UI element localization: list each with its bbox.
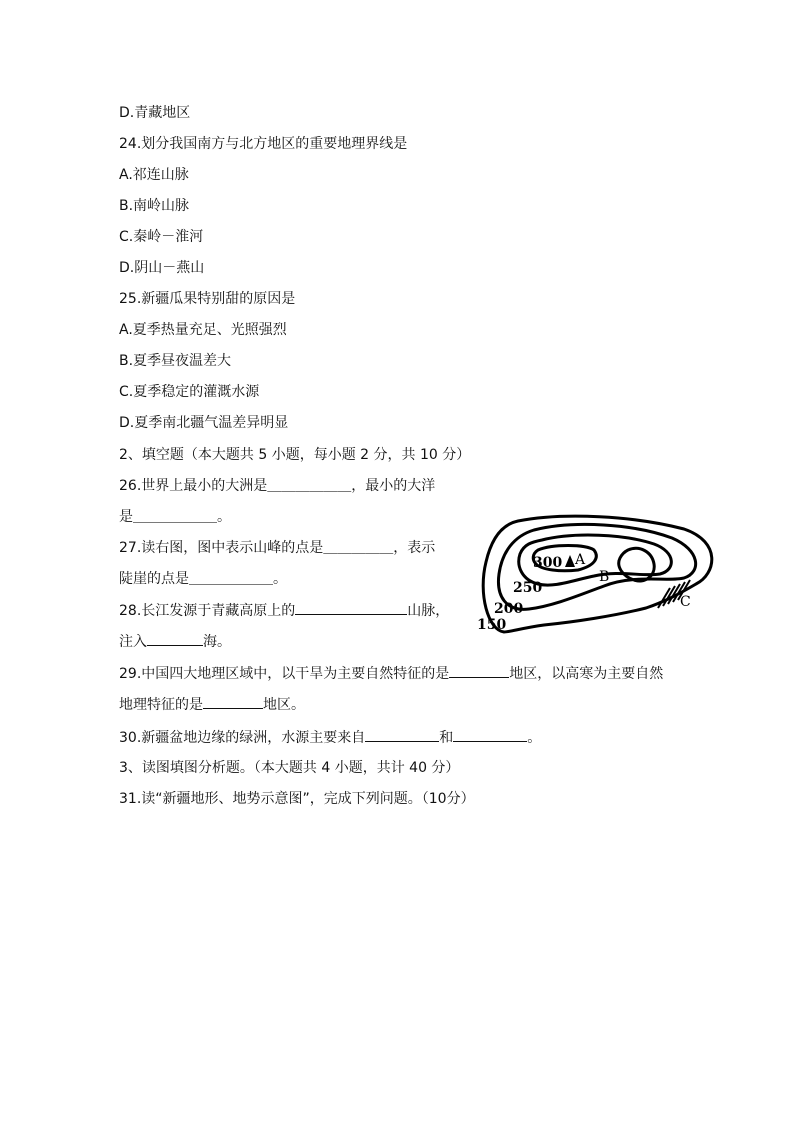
q23-option-d: D.青藏地区 (119, 105, 191, 121)
q29-text-3: 地理特征的是 (119, 697, 203, 713)
point-label-b: B (599, 569, 610, 585)
q31-stem: 31.读“新疆地形、地势示意图”，完成下列问题。（10分） (119, 791, 475, 807)
point-label-a: A (575, 552, 586, 568)
contour-line-200 (498, 524, 695, 609)
q28-line1 (119, 600, 449, 621)
contour-label-300: 300 (533, 555, 563, 571)
q29-line1 (119, 663, 663, 684)
q29-blank-arid[interactable] (449, 663, 509, 678)
q28-text-1: 28.长江发源于青藏高原上的 (119, 603, 296, 619)
q25-option-d: D.夏季南北疆气温差异明显 (119, 415, 289, 431)
q25-option-a: A.夏季热量充足、光照强烈 (119, 322, 287, 338)
q30-text-3: 。 (527, 730, 542, 746)
point-label-c: C (680, 594, 691, 610)
q26-line1: 26.世界上最小的大洲是＿＿＿＿＿＿，最小的大洋 (119, 478, 436, 494)
q29-line2 (119, 694, 305, 715)
q28-blank-mountain[interactable] (295, 600, 407, 615)
q28-line2 (119, 631, 231, 652)
q26-line2: 是＿＿＿＿＿＿。 (119, 509, 231, 525)
q30-blank-source-2[interactable] (453, 727, 527, 742)
q28-text-3: 注入 (119, 634, 147, 650)
q24-option-c: C.秦岭－淮河 (119, 229, 204, 245)
q27-line2: 陡崖的点是＿＿＿＿＿＿。 (119, 571, 287, 587)
q30-blank-source-1[interactable] (365, 727, 439, 742)
q24-stem: 24.划分我国南方与北方地区的重要地理界线是 (119, 136, 408, 152)
q28-text-2: 山脉， (407, 603, 450, 619)
q30-line1 (119, 727, 541, 748)
q27-line1: 27.读右图，图中表示山峰的点是＿＿＿＿＿，表示 (119, 540, 436, 556)
q24-option-b: B.南岭山脉 (119, 198, 190, 214)
q24-option-a: A.祁连山脉 (119, 167, 189, 183)
contour-label-250: 250 (513, 580, 543, 596)
q28-text-4: 海。 (203, 634, 231, 650)
q29-text-4: 地区。 (263, 697, 305, 713)
peak-triangle-icon (565, 555, 575, 567)
q25-stem: 25.新疆瓜果特别甜的原因是 (119, 291, 296, 307)
contour-map (474, 514, 722, 636)
q28-blank-sea[interactable] (147, 631, 203, 646)
contour-label-200: 200 (494, 601, 524, 617)
section3-title: 3、读图填图分析题。（本大题共 4 小题，共计 40 分） (119, 760, 460, 776)
q30-text-2: 和 (439, 730, 454, 746)
contour-label-150: 150 (477, 617, 507, 633)
contour-line-depression (619, 548, 654, 581)
q24-option-d: D.阴山－燕山 (119, 260, 205, 276)
q25-option-b: B.夏季昼夜温差大 (119, 353, 232, 369)
q29-text-2: 地区，以高寒为主要自然 (509, 666, 664, 682)
q25-option-c: C.夏季稳定的灌溉水源 (119, 384, 260, 400)
section2-title: 2、填空题（本大题共 5 小题，每小题 2 分，共 10 分） (119, 447, 471, 463)
q29-blank-cold[interactable] (203, 694, 263, 709)
q30-text-1: 30.新疆盆地边缘的绿洲，水源主要来自 (119, 730, 366, 746)
q29-text-1: 29.中国四大地理区域中，以干旱为主要自然特征的是 (119, 666, 450, 682)
